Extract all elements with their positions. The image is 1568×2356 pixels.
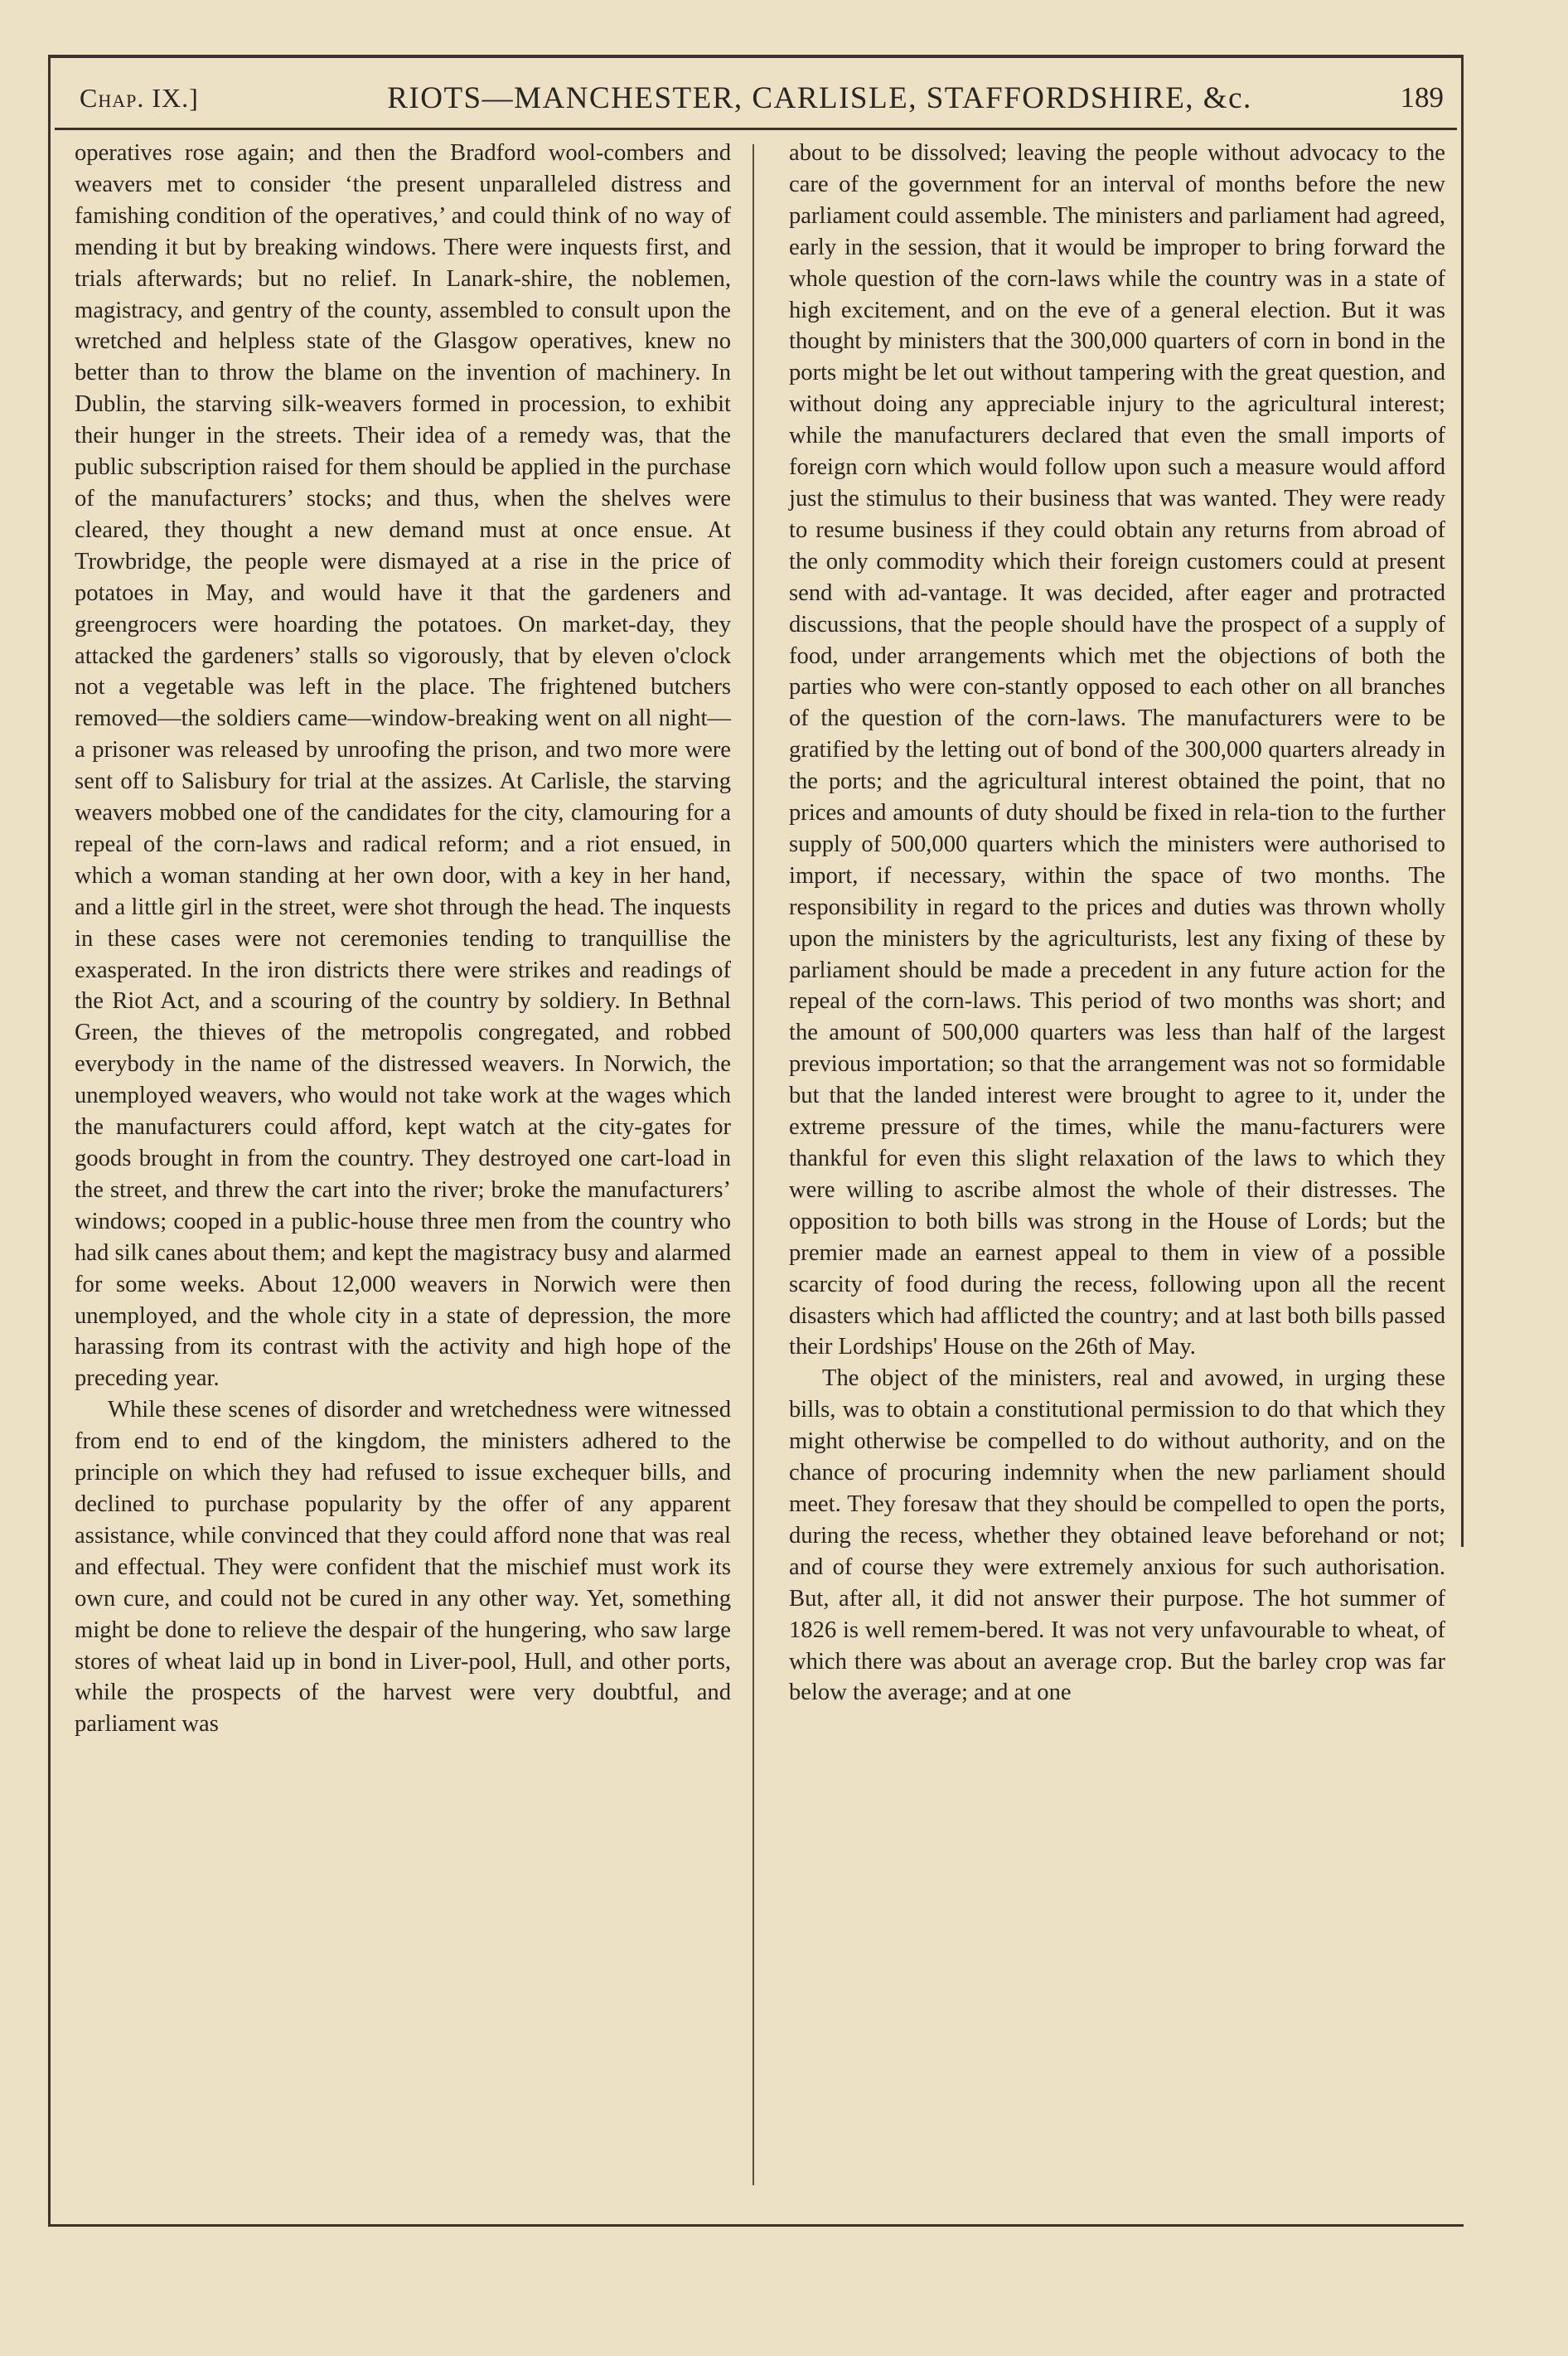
- paragraph: operatives rose again; and then the Bradford wool-combers and weavers met to consider ‘the present unparalleled distress and famishing condition of the operatives,’ and could think of no way of mending it but by breaking windows. There were inquests first, and trials afterwards; but no relief. In Lanark-shire, the noblemen, magistracy, and gentry of the county, assembled to consult upon the wretched and helpless state of the Glasgow operatives, knew no better than to throw the blame on the invention of machinery. In Dublin, the starving silk-weavers formed in procession, to exhibit their hunger in the streets. Their idea of a remedy was, that the public subscription raised for them should be applied in the purchase of the manufacturers’ stocks; and thus, when the shelves were cleared, they thought a new demand must at once ensue. At Trowbridge, the people were dismayed at a rise in the price of potatoes in May, and would have it that the gardeners and greengrocers were hoarding the potatoes. On market-day, they attacked the gardeners’ stalls so vigorously, that by eleven o'clock not a vegetable was left in the place. The frightened butchers removed—the soldiers came—window-breaking went on all night—a prisoner was released by unroofing the prison, and two more were sent off to Salisbury for trial at the assizes. At Carlisle, the starving weavers mobbed one of the candidates for the city, clamouring for a repeal of the corn-laws and radical reform; and a riot ensued, in which a woman standing at her own door, with a key in her hand, and a little girl in the street, were shot through the head. The inquests in these cases were not ceremonies tending to tranquillise the exasperated. In the iron districts there were strikes and readings of the Riot Act, and a scouring of the country by soldiery. In Bethnal Green, the thieves of the metropolis congregated, and robbed everybody in the name of the distressed weavers. In Norwich, the unemployed weavers, who would not take work at the wages which the manufacturers could afford, kept watch at the city-gates for goods brought in from the country. They destroyed one cart-load in the street, and threw the cart into the river; broke the manufacturers’ windows; cooped in a public-house three men from the country who had silk canes about them; and kept the magistracy busy and alarmed for some weeks. About 12,000 weavers in Norwich were then unemployed, and the whole city in a state of depression, the more harassing from its contrast with the activity and high hope of the preceding year.: [75, 140, 731, 1392]
- left-column: [75, 138, 731, 2194]
- left-rule: [48, 55, 51, 2227]
- right-column: [789, 138, 1445, 2194]
- top-rule: [48, 55, 1464, 58]
- chapter-label: Chap. IX.]: [80, 82, 199, 113]
- text-columns: [75, 138, 1445, 2194]
- header-rule: [55, 128, 1457, 130]
- right-rule: [1461, 55, 1464, 1547]
- page-frame: [48, 55, 1464, 2227]
- paragraph: While these scenes of disorder and wretchedness were witnessed from end to end of the kingdom, the ministers adhered to the principle on which they had refused to issue exchequer bills, and declined to purchase popularity by the offer of any apparent assistance, while convinced that they could afford none that was real and effectual. They were confident that the mischief must work its own cure, and could not be cured in any other way. Yet, something might be done to relieve the despair of the hungering, who saw large stores of wheat laid up in bond in Liver-pool, Hull, and other ports, while the prospects of the harvest were very doubtful, and parliament was: [75, 1397, 731, 1738]
- running-head: [80, 73, 1444, 123]
- page-number: 189: [1400, 81, 1444, 114]
- bottom-rule: [48, 2224, 1464, 2227]
- paragraph: about to be dissolved; leaving the people without advocacy to the care of the government for an interval of months before the new parliament could assemble. The ministers and parliament had agreed, early in the session, that it would be improper to bring forward the whole question of the corn-laws while the country was in a state of high excitement, and on the eve of a general election. But it was thought by ministers that the 300,000 quarters of corn in bond in the ports might be let out without tampering with the great question, and without doing any appreciable injury to the agricultural interest; while the manufacturers declared that even the small imports of foreign corn which would follow upon such a measure would afford just the stimulus to their business that was wanted. They were ready to resume business if they could obtain any returns from abroad of the only commodity which their foreign customers could at present send with ad-vantage. It was decided, after eager and protracted discussions, that the people should have the prospect of a supply of food, under arrangements which met the objections of both the parties who were con-stantly opposed to each other on all branches of the question of the corn-laws. The manufacturers were to be gratified by the letting out of bond of the 300,000 quarters already in the ports; and the agricultural interest obtained the point, that no prices and amounts of duty should be fixed in rela-tion to the further supply of 500,000 quarters which the ministers were authorised to import, if necessary, within the space of two months. The responsibility in regard to the prices and duties was thrown wholly upon the ministers by the agriculturists, lest any fixing of these by parliament should be made a precedent in any future action for the repeal of the corn-laws. This period of two months was short; and the amount of 500,000 quarters was less than half of the largest previous importation; so that the arrangement was not so formidable but that the landed interest were brought to agree to it, under the extreme pressure of the times, while the manu-facturers were thankful for even this slight relaxation of the laws to which they were willing to ascribe almost the whole of their distresses. The opposition to both bills was strong in the House of Lords; but the premier made an earnest appeal to them in view of a possible scarcity of food during the recess, following upon all the recent disasters which had afflicted the country; and at last both bills passed their Lordships' House on the 26th of May.: [789, 140, 1445, 1360]
- paragraph: The object of the ministers, real and avowed, in urging these bills, was to obtain a constitutional permission to do that which they might otherwise be compelled to do without authority, and on the chance of procuring indemnity when the new parliament should meet. They foresaw that they should be compelled to open the ports, during the recess, whether they obtained leave beforehand or not; and of course they were extremely anxious for such authorisation. But, after all, it did not answer their purpose. The hot summer of 1826 is well remem-bered. It was not very unfavourable to wheat, of which there was about an average crop. But the barley crop was far below the average; and at one: [789, 1365, 1445, 1706]
- running-title: RIOTS—MANCHESTER, CARLISLE, STAFFORDSHIRE, &c.: [387, 80, 1252, 115]
